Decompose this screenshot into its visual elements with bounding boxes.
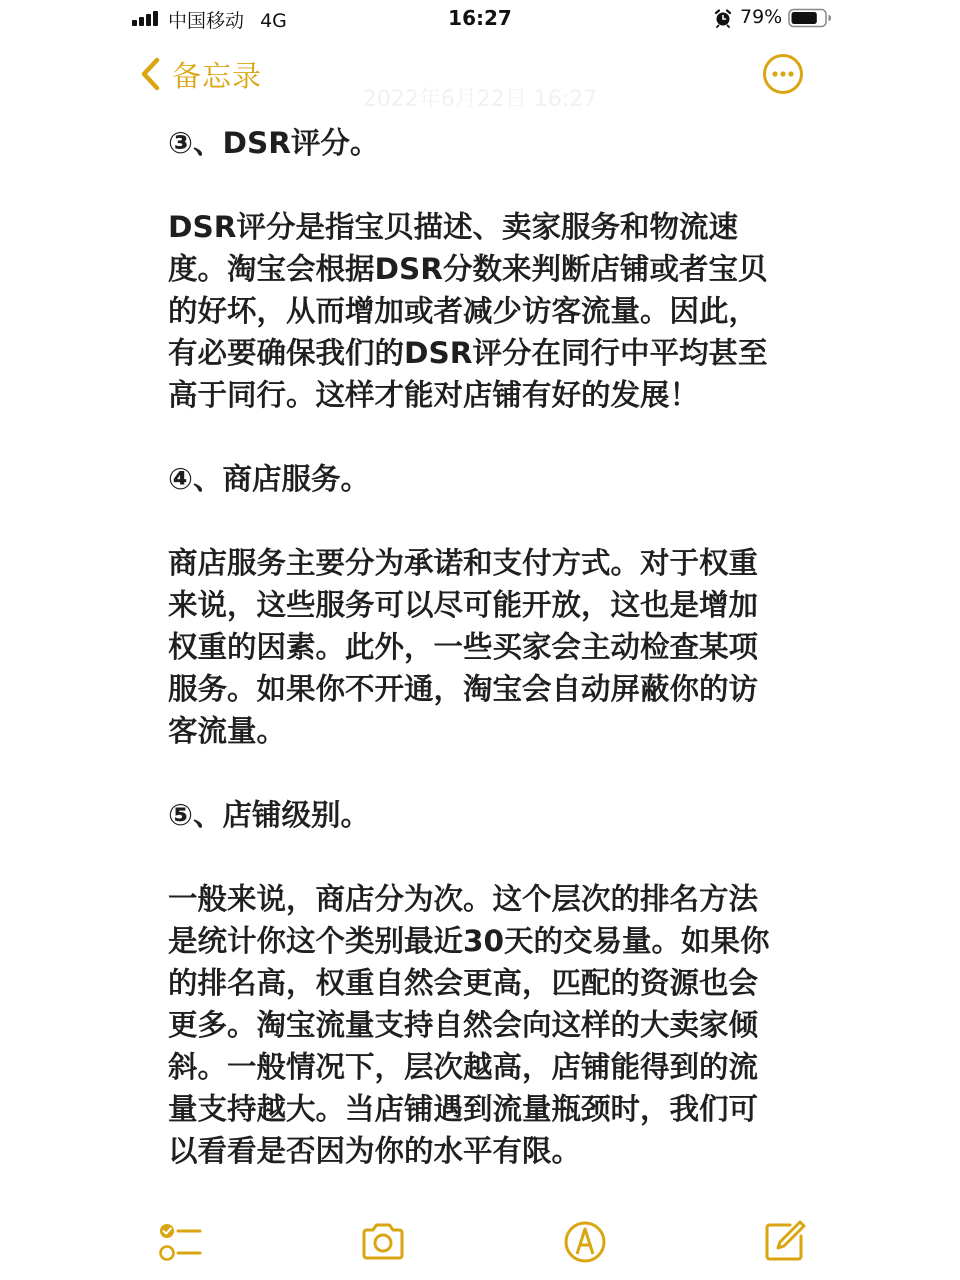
section-heading-shop-level: ⑤、店铺级别。 xyxy=(168,798,370,832)
paragraph-shop-level: 一般来说，商店分为次。这个层次的排名方法 是统计你这个类别最近30天的交易量。如果你 的排名高，权重自然会更高，匹配的资源也会 更多。淘宝流量支持自然会向这样的大卖家倾 斜。一般情况下，层次越高，店铺能得到的流 量支持越大。当店铺遇到流量瓶颈时，我们可 以看看是否因为你的水平有限。 xyxy=(168,882,770,1168)
paragraph-dsr: DSR评分是指宝贝描述、卖家服务和物流速 度。淘宝会根据DSR分数来判断店铺或者宝贝 的好坏，从而增加或者减少访客流量。因此， 有必要确保我们的DSR评分在同行中平均甚至 高于同行。这样才能对店铺有好的发展！ xyxy=(168,210,768,412)
alarm-icon xyxy=(713,8,733,28)
compose-icon xyxy=(767,1222,804,1259)
battery-percent: 79% xyxy=(740,6,783,28)
markup-button[interactable] xyxy=(561,1218,609,1266)
status-bar xyxy=(0,0,960,40)
carrier-name: 中国移动 xyxy=(168,10,245,32)
section-heading-shop-service: ④、商店服务。 xyxy=(168,462,370,496)
paragraph-shop-service: 商店服务主要分为承诺和支付方式。对于权重 来说，这些服务可以尽可能开放，这也是增加 权重的因素。此外，一些买家会主动检查某项 服务。如果你不开通，淘宝会自动屏蔽你的访 客流量。 xyxy=(168,546,759,748)
note-body[interactable] xyxy=(168,122,788,1214)
battery-icon xyxy=(788,8,832,28)
more-options-button[interactable] xyxy=(762,53,804,95)
back-button-label: 备忘录 xyxy=(172,58,263,93)
camera-button[interactable] xyxy=(359,1218,407,1266)
camera-icon xyxy=(364,1225,402,1258)
checklist-button[interactable] xyxy=(156,1218,204,1266)
network-type: 4G xyxy=(260,10,287,32)
checklist-icon xyxy=(160,1224,200,1260)
compose-button[interactable] xyxy=(760,1218,808,1266)
battery-fill xyxy=(792,12,817,24)
section-heading-dsr: ③、DSR评分。 xyxy=(168,126,380,160)
markup-icon xyxy=(566,1223,604,1261)
note-date: 2022年6月22日 16:27 xyxy=(362,87,598,112)
status-time: 16:27 xyxy=(448,6,512,30)
